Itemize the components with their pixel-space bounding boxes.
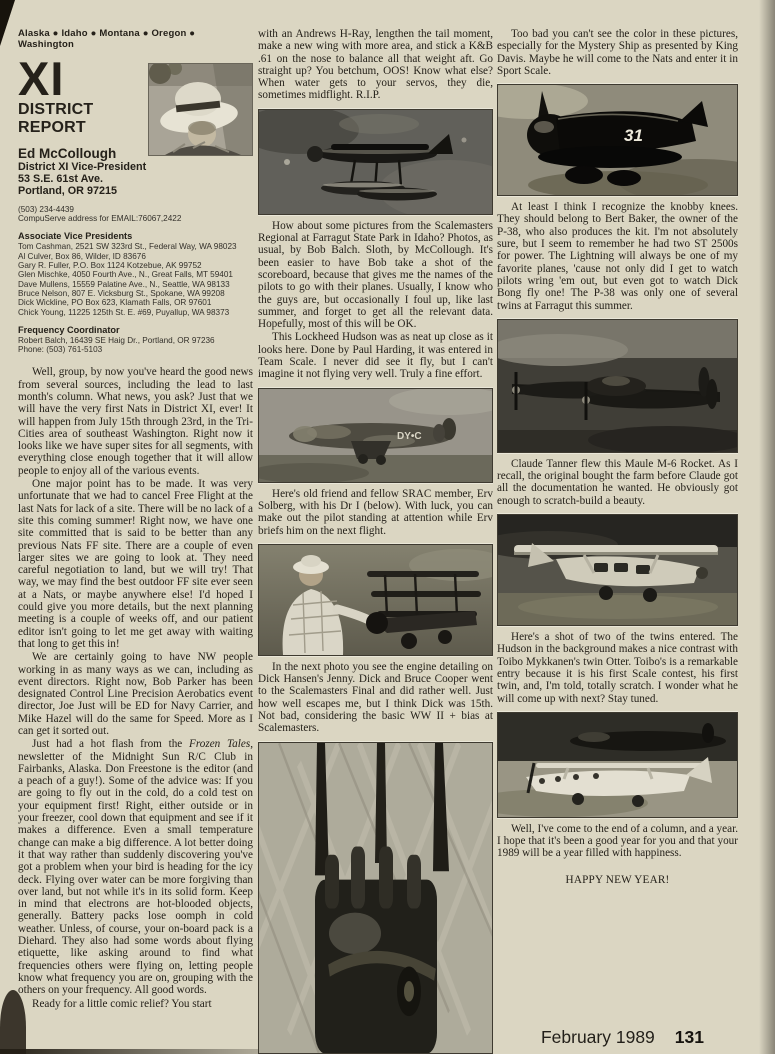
body-paragraph: Too bad you can't see the color in these pictures, especially for the Mystery Ship as presented by King Davis. Maybe he will come to the Nats and enter it in Sport Scale. [497,28,738,77]
caption-paragraph: Here's a shot of two of the twins entered. The Hudson in the background makes a nice contrast with Toibo Mykkanen's twin Otter. Toibo's is a remarkable entry because it is his first Scale contest, his first twin, and, I'm told, totally scratch. I wonder what he will come up with next? Stay tuned. [497,631,738,705]
author-name: Ed McCollough [18,146,117,161]
body-paragraph: Ready for a little comic relief? You start [32,997,212,1010]
avp-entry: Tom Cashman, 2521 SW 323rd St., Federal Way, WA 98023 [18,242,237,252]
mystery-ship-image [498,85,737,195]
column-title: DISTRICT REPORT [18,101,94,136]
column-3 [497,24,738,1054]
avp-entry: Chick Young, 11225 125th St. E. #69, Puyallup, WA 98373 [18,307,230,317]
body-paragraph: In the next photo you see the engine detailing on Dick Hansen's Jenny. Dick and Bruce Cooper went to the Scalemasters Final and did rather well. Just how well escapes me, but I think Dick was 15th. Not bad, considering the basic WW II + bias at Scalemasters. [258,660,493,735]
scan-edge-artifact [759,0,775,1054]
body-paragraph: with an Andrews H-Ray, lengthen the tail moment, make a new wing with more area, and stick a K&B .61 on the nose to balance all that weight aft. Go straight up? You betchum, OOS! Know what else? When water gets to your servos, they die, sometimes midflight. R.I.P. [258,28,493,102]
hudson-squadron-code: DY•C [397,430,422,442]
newsletter-title: Frozen Tales [188,738,251,751]
frequency-coordinator-heading: Frequency Coordinator [18,324,120,335]
photo-maule-m6 [497,514,738,626]
body-paragraph: Well, group, by now you've heard the good news from several sources, including the lead to last month's column. What news, you ask? Just that we will have the very first Nats in District XI, ever! It will happen from July 15th through 23rd, in the Tri-Cities area of southeast Washington. Right now it looks like we have super sites for all segments, with everything close enough together that it will allow people to enjoy all of the various events. [18,366,253,477]
district-code: XI [18,52,65,105]
p38-image [498,320,737,452]
body-paragraph: This Lockheed Hudson was as neat up close as it looks here. Done by Paul Harding, it was entered in Team Scale. I never did see it fly, but I can't imagine it not flying very well. Truly a fine effort. [258,331,493,381]
photo-p38-lightning [497,319,738,453]
footer-issue-date: February 1989 [540,1027,655,1047]
frequency-coordinator-name: Robert Balch, 16439 SE Haig Dr., Portland, OR 97236 [18,335,215,345]
frequency-coordinator-phone: Phone: (503) 761-5103 [18,345,103,355]
masthead [18,52,253,198]
body-paragraph: We are certainly going to have NW people working in as many ways as we can, including as event directors. Right now, Bob Parker has been designated Control Line Precision Aerobatics event director, Joe Just will be ED for Navy Carrier, and Mike Hazel will do the same for Speed. More as I can get it sorted out. [18,651,253,737]
avp-entry: Glen Mischke, 4050 Fourth Ave., N., Great Falls, MT 59401 [18,270,233,280]
avp-entry: Gary R. Fuller, P.O. Box 1124 Kotzebue, AK 99752 [18,261,202,271]
twins-image [498,713,737,817]
author-compuserve: CompuServe address for EMAIL:76067,2422 [18,214,182,224]
avp-entry: Bruce Nelson, 807 E. Vicksburg St., Spokane, WA 99208 [18,288,225,298]
photo-erv-solberg-triplane [258,544,493,656]
triplane-image [259,545,492,655]
author-address-line2: Portland, OR 97215 [18,185,118,198]
portrait-image [149,64,252,155]
page-footer [497,1027,738,1054]
jenny-engine-image [259,743,492,1053]
column-2 [258,24,493,1054]
photo-mystery-ship [497,84,738,196]
photo-lockheed-hudson [258,388,493,483]
happy-new-year-line: HAPPY NEW YEAR! [565,873,670,886]
column-1 [18,24,253,1054]
body-paragraph: At least I think I recognize the knobby knees. They should belong to Bert Baker, the owner of the P-38, who also produces the kit. I'm not absolutely sure, but I seem to remember he had two ST 2500s for power. The Lightning will always be one of my favorite planes, 'cause not only did I get to watch pilots wring 'em out, but even got to watch Dick Bong fly one! The P-38 was only one of several twins at Farragut this summer. [497,201,738,312]
author-title: District XI Vice-President [18,161,147,173]
scan-corner-artifact [0,0,15,46]
body-paragraph: Just had a hot flash from the Frozen Tales, newsletter of the Midnight Sun R/C Club in Fairbanks, Alaska. Don Freestone is the editor (and a peach of a guy!). Some of the advice was: If you are going to fly out in the cold, do a cold test on your equipment first! Right, either outside or in your freezer, cool down that equipment and see if it makes a difference. Even a small temperature change can make a big difference. A lot better doing it that way rather than suddenly discovering you've got a problem when your bird is heading for the icy deck. Flying over water can be more forgiving than over land, but not while it's in its solid form. Keep in mind that electrons are hot-blooded objects, generally. Battery packs lose oomph in cold weather. Unless, of course, your on-board pack is a Diehard. They also had some words about flying etiquette, like asking around to find what frequencies others were flying on, letting people know what frequency you are on, grouping with the others on your frequency. All good words. [18,738,253,997]
maule-image [498,515,737,625]
caption-paragraph: Here's old friend and fellow SRAC member, Erv Solberg, with his Dr I (below). With luck, you can make out the pilot standing at attention while Erv briefs him on the next flight. [258,487,493,537]
hudson-image [259,389,492,482]
avp-entry: Dave Mullens, 15559 Palatine Ave., N., Seattle, WA 98133 [18,279,230,289]
caption-paragraph: Claude Tanner flew this Maule M-6 Rocket. As I recall, the original bought the farm before Claude got all the documentation he wanted. He obviously got enough to scratch-build a beauty. [497,457,738,507]
body-paragraph: How about some pictures from the Scalemasters Regional at Farragut State Park in Idaho? Photos, as usual, by Bob Balch. Sloth, by McCollough. It's been easier to have Bob take a shot of the scoreboard, because that gives me the names of the pilots to go with their planes. Usually, I know who the guys are, but occasionally I foul up, like last summer, and forget to get all the relevant data. Hopefully, most of this will be OK. [258,219,493,331]
body-paragraph: One major point has to be made. It was very unfortunate that we had to cancel Free Flight at the last Nats for lack of a site. There will be no lack of a site this coming summer! Right now, we have one site committed that is said to be better than any previous Nats FF site. There are a couple of even larger sites we are going to look at. They need careful negotiation to land, but we will try! That way, we may find the best outdoor FF site ever seen at a Nats, or maybe anywhere else! I'd hoped I could give you more details, but the next planning meeting is a couple of weeks off, and our patient editor isn't going to let me get away with waiting that long to get this in! [18,478,253,650]
photo-twin-otter-and-hudson [497,712,738,818]
photo-jenny-engine [258,742,493,1054]
author-portrait-photo [148,63,253,156]
seaplane-image [259,110,492,214]
body-paragraph: Well, I've come to the end of a column, and a year. I hope that it's been a good year for you and that your 1989 will be a year filled with happiness. [497,822,738,860]
photo-seaplane [258,109,493,215]
avp-entry: Dick Wickline, PO Box 623, Klamath Falls, OR 97601 [18,298,212,308]
author-phone: (503) 234-4439 [18,204,74,214]
footer-page-number: 131 [674,1027,704,1047]
district-states-line: Alaska ● Idaho ● Montana ● Oregon ● Washington [18,28,196,50]
mystery-ship-race-number: 31 [624,126,643,146]
avp-entry: Al Culver, Box 86, Wilder, ID 83676 [18,251,146,261]
author-address-line1: 53 S.E. 61st Ave. [18,173,104,186]
avp-heading: Associate Vice Presidents [18,231,133,242]
